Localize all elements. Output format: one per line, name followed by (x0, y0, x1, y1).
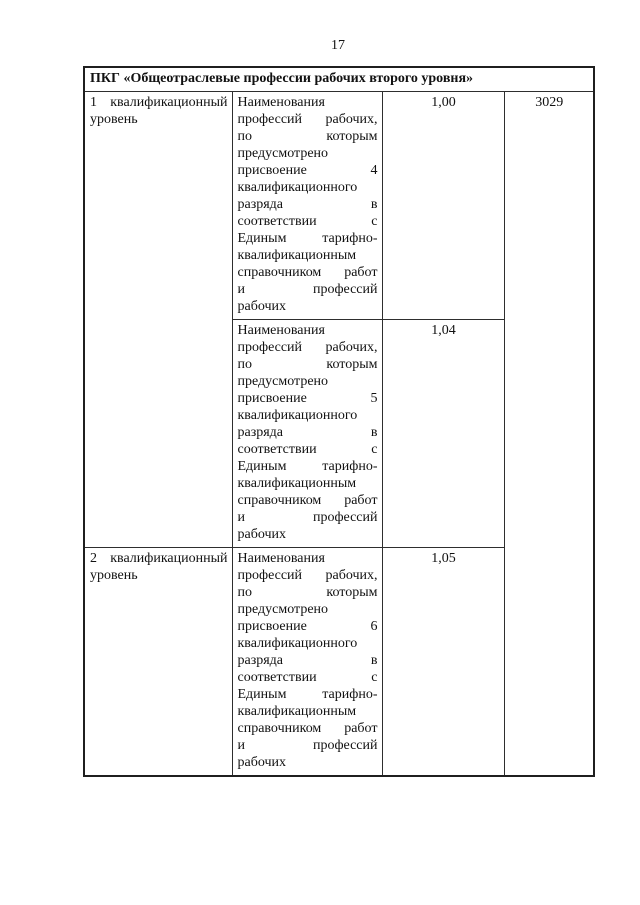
text-line: справочником работ (237, 721, 378, 736)
description-cell-2 (232, 320, 382, 548)
text-line: рабочих (237, 755, 287, 770)
coefficient-cell-3: 1,05 (382, 548, 504, 777)
text-line: Наименования (237, 323, 325, 338)
description-cell-1 (232, 92, 382, 320)
text-line: по которым (237, 357, 378, 372)
text-line: присвоение 4 (237, 163, 378, 178)
text-line: рабочих (237, 527, 287, 542)
text-line: соответствии с (237, 670, 378, 685)
text-line: квалификационного (237, 180, 358, 195)
text-line: рабочих (237, 299, 287, 314)
text-line: разряда в (237, 653, 378, 668)
text-line: присвоение 5 (237, 391, 378, 406)
table-title: ПКГ «Общеотраслевые профессии рабочих второго уровня» (84, 67, 594, 92)
text-line: профессий рабочих, (237, 568, 378, 583)
text-line: по которым (237, 129, 378, 144)
page-number: 17 (331, 38, 345, 53)
text-line: профессий рабочих, (237, 340, 378, 355)
text-line: Наименования (237, 551, 325, 566)
text-line: по которым (237, 585, 378, 600)
text-line: 2 квалификационный (90, 551, 228, 566)
text-line: Единым тарифно- (237, 231, 378, 246)
text-line: и профессий (237, 510, 378, 525)
text-line: предусмотрено (237, 146, 329, 161)
table-row (84, 92, 594, 320)
text-line: квалификационным (237, 476, 357, 491)
description-cell-3 (232, 548, 382, 777)
text-line: и профессий (237, 282, 378, 297)
coefficient-cell-2: 1,04 (382, 320, 504, 548)
text-line: уровень (90, 568, 138, 583)
text-line: Единым тарифно- (237, 459, 378, 474)
level-cell-1 (84, 92, 232, 548)
level-cell-2 (84, 548, 232, 777)
text-line: квалификационным (237, 248, 357, 263)
text-line: квалификационным (237, 704, 357, 719)
text-line: Единым тарифно- (237, 687, 378, 702)
text-line: справочником работ (237, 493, 378, 508)
text-line: профессий рабочих, (237, 112, 378, 127)
text-line: квалификационного (237, 636, 358, 651)
text-line: предусмотрено (237, 602, 329, 617)
amount-cell: 3029 (504, 92, 594, 777)
text-line: предусмотрено (237, 374, 329, 389)
text-line: разряда в (237, 197, 378, 212)
coefficient-cell-1: 1,00 (382, 92, 504, 320)
text-line: и профессий (237, 738, 378, 753)
text-line: справочником работ (237, 265, 378, 280)
text-line: разряда в (237, 425, 378, 440)
pay-grade-table (83, 66, 595, 777)
text-line: 1 квалификационный (90, 95, 228, 110)
text-line: присвоение 6 (237, 619, 378, 634)
text-line: соответствии с (237, 214, 378, 229)
table-title-row (84, 67, 594, 92)
text-line: уровень (90, 112, 138, 127)
text-line: Наименования (237, 95, 325, 110)
text-line: квалификационного (237, 408, 358, 423)
text-line: соответствии с (237, 442, 378, 457)
